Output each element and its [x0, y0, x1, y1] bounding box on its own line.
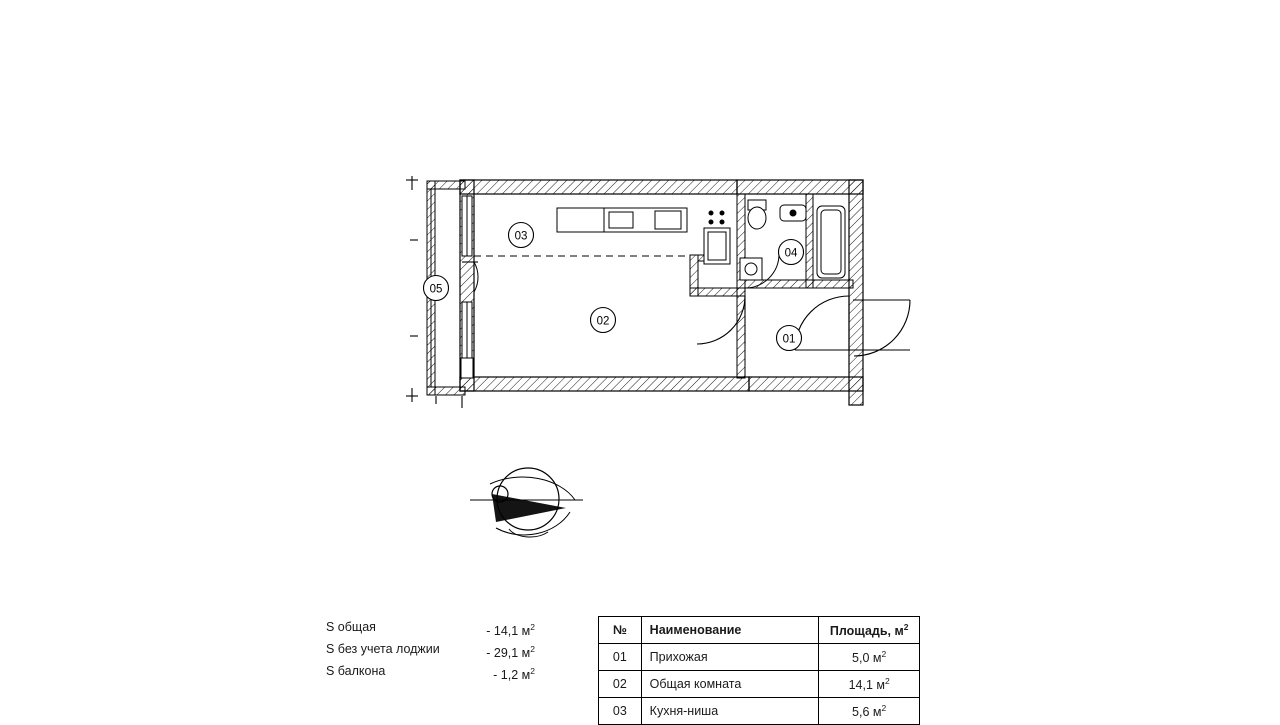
- svg-text:02: 02: [596, 315, 610, 328]
- summary-row: [326, 660, 536, 682]
- column-header-number: №: [599, 617, 642, 644]
- summary-value: - 1,2 $м^2$: [493, 666, 535, 683]
- summary-value: - 29,1 $м^2$: [486, 644, 535, 661]
- svg-text:01: 01: [782, 333, 796, 346]
- room-marker-01: [777, 326, 802, 351]
- summary-label: S без учета лоджии: [326, 642, 440, 656]
- summary-label: S балкона: [326, 664, 386, 678]
- summary-row: [326, 638, 536, 660]
- column-header-area: Площадь, $м^2$: [819, 617, 920, 644]
- room-marker-04: [779, 240, 804, 265]
- room-marker-02: [591, 308, 616, 333]
- table-row: [599, 671, 920, 698]
- cell-name: Кухня-ниша: [641, 698, 819, 725]
- cell-name: Общая комната: [641, 671, 819, 698]
- area-summary: [326, 616, 536, 682]
- table-header-row: [599, 617, 920, 644]
- cell-name: Прихожая: [641, 644, 819, 671]
- cell-number: 01: [599, 644, 642, 671]
- summary-label: S общая: [326, 620, 376, 634]
- summary-row: [326, 616, 536, 638]
- room-marker-03: [509, 223, 534, 248]
- cell-area: 14,1 $м^2$: [819, 671, 920, 698]
- table-row: [599, 698, 920, 725]
- cell-area: 5,6 $м^2$: [819, 698, 920, 725]
- cell-number: 02: [599, 671, 642, 698]
- compass-rose-icon: [470, 468, 583, 537]
- room-marker-05: [424, 276, 449, 301]
- svg-text:03: 03: [514, 230, 528, 243]
- svg-text:05: 05: [429, 283, 443, 296]
- room-schedule-table: [598, 616, 920, 725]
- cell-number: 03: [599, 698, 642, 725]
- summary-value: - 14,1 $м^2$: [486, 622, 535, 639]
- column-header-name: Наименование: [641, 617, 819, 644]
- table-row: [599, 644, 920, 671]
- cell-area: 5,0 $м^2$: [819, 644, 920, 671]
- svg-text:04: 04: [784, 247, 798, 260]
